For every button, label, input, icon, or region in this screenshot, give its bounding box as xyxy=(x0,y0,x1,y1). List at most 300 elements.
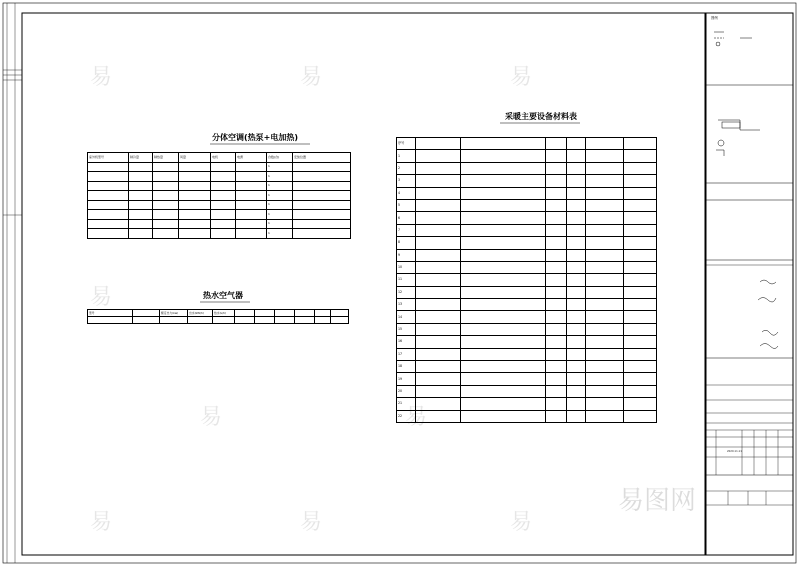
table-cell xyxy=(129,162,153,172)
table-cell xyxy=(153,229,179,239)
table-cell xyxy=(586,175,624,187)
table-cell xyxy=(567,237,586,249)
table-row xyxy=(397,274,657,286)
table-cell xyxy=(179,200,211,210)
table-cell xyxy=(416,299,461,311)
table-cell xyxy=(416,385,461,397)
table-cell xyxy=(275,317,295,324)
table-cell: 4 xyxy=(397,187,416,199)
table-cell xyxy=(416,348,461,360)
table-cell xyxy=(586,249,624,261)
table-cell xyxy=(546,410,567,422)
table-cell xyxy=(546,385,567,397)
table-cell xyxy=(567,162,586,174)
table-cell: 台数(台) xyxy=(267,153,293,163)
table-cell: 1 xyxy=(267,172,293,182)
table-row xyxy=(88,172,351,182)
table-cell xyxy=(129,229,153,239)
table-cell xyxy=(567,385,586,397)
table-cell: 16 xyxy=(397,336,416,348)
table-cell xyxy=(416,212,461,224)
table-cell xyxy=(129,181,153,191)
table-cell: 电源 xyxy=(236,153,267,163)
table-cell xyxy=(624,199,657,211)
table-cell: 出水(kW/h) xyxy=(188,310,213,317)
table-cell xyxy=(129,191,153,201)
table-cell xyxy=(586,162,624,174)
table-row xyxy=(397,150,657,162)
table-cell xyxy=(586,323,624,335)
table-cell xyxy=(153,210,179,220)
table-cell xyxy=(624,138,657,150)
table-cell xyxy=(88,229,129,239)
table-cell xyxy=(153,200,179,210)
table-cell xyxy=(179,181,211,191)
table-cell: 8 xyxy=(397,237,416,249)
table-row xyxy=(88,317,349,324)
table-cell xyxy=(179,219,211,229)
table-cell xyxy=(461,150,546,162)
table-cell xyxy=(586,187,624,199)
table-cell xyxy=(461,224,546,236)
table-cell xyxy=(567,373,586,385)
table-cell xyxy=(461,138,546,150)
table-cell xyxy=(416,361,461,373)
watermark-brand: 易图网 xyxy=(618,486,697,516)
table-cell xyxy=(586,261,624,273)
table-cell xyxy=(88,210,129,220)
table-row xyxy=(397,361,657,373)
table-cell xyxy=(567,336,586,348)
table-row xyxy=(397,286,657,298)
table-cell xyxy=(624,348,657,360)
revision-date: 2020.11.11 xyxy=(727,450,742,453)
table-cell xyxy=(461,175,546,187)
table-cell: 10 xyxy=(397,261,416,273)
legend-title: 图例 xyxy=(711,16,718,20)
table-cell xyxy=(416,237,461,249)
table-cell xyxy=(624,187,657,199)
table-cell xyxy=(567,398,586,410)
table-cell xyxy=(213,317,235,324)
table-cell xyxy=(416,274,461,286)
table-cell xyxy=(211,172,236,182)
table-cell xyxy=(624,311,657,323)
table-cell xyxy=(624,274,657,286)
table-row xyxy=(397,175,657,187)
table-cell xyxy=(179,191,211,201)
table-cell xyxy=(461,323,546,335)
table-cell xyxy=(416,311,461,323)
table-cell xyxy=(586,373,624,385)
table-cell xyxy=(416,323,461,335)
table-cell: 1 xyxy=(267,210,293,220)
table-cell xyxy=(586,237,624,249)
table-cell xyxy=(153,191,179,201)
table-cell xyxy=(461,286,546,298)
table-row xyxy=(397,373,657,385)
table-cell xyxy=(293,219,351,229)
table-cell xyxy=(567,175,586,187)
table-cell: 风量 xyxy=(179,153,211,163)
table-cell xyxy=(624,410,657,422)
table-row xyxy=(397,162,657,174)
table-cell xyxy=(331,317,349,324)
table-cell: 室外机型号 xyxy=(88,153,129,163)
table-cell xyxy=(255,317,275,324)
table-cell xyxy=(624,373,657,385)
table-cell xyxy=(586,224,624,236)
table-cell xyxy=(586,348,624,360)
table-cell xyxy=(567,286,586,298)
table-cell xyxy=(461,274,546,286)
table-cell xyxy=(624,150,657,162)
table-cell xyxy=(546,212,567,224)
table-cell: 17 xyxy=(397,348,416,360)
table-cell xyxy=(586,336,624,348)
table-cell xyxy=(293,181,351,191)
table-cell: 1 xyxy=(267,191,293,201)
hot-water-table xyxy=(87,309,349,324)
table-cell xyxy=(624,286,657,298)
table-cell xyxy=(129,172,153,182)
table-cell xyxy=(586,361,624,373)
table-cell xyxy=(624,162,657,174)
table-cell: 6 xyxy=(397,212,416,224)
table-cell xyxy=(236,181,267,191)
table-cell xyxy=(295,317,315,324)
table-cell xyxy=(236,162,267,172)
table-cell xyxy=(88,162,129,172)
table-cell xyxy=(416,410,461,422)
table-cell xyxy=(461,261,546,273)
table-cell xyxy=(416,261,461,273)
table-cell xyxy=(546,237,567,249)
table-cell xyxy=(416,398,461,410)
table-row xyxy=(397,336,657,348)
table-cell xyxy=(546,261,567,273)
table-cell: 12 xyxy=(397,286,416,298)
table-row xyxy=(88,310,349,317)
table-cell xyxy=(179,162,211,172)
table-row xyxy=(397,187,657,199)
table-cell xyxy=(416,150,461,162)
table-cell xyxy=(567,150,586,162)
table-cell xyxy=(461,237,546,249)
table-cell xyxy=(211,181,236,191)
table-row xyxy=(88,162,351,172)
table-cell xyxy=(567,323,586,335)
ac-title-underline xyxy=(210,143,310,145)
table-cell xyxy=(293,229,351,239)
table-cell: 电机 xyxy=(211,153,236,163)
table-cell xyxy=(416,187,461,199)
table-cell xyxy=(567,249,586,261)
table-cell: 20 xyxy=(397,385,416,397)
table-cell xyxy=(416,286,461,298)
ac-table xyxy=(87,152,351,239)
watermark-glyph: 易 xyxy=(90,65,113,90)
table-cell xyxy=(153,172,179,182)
table-cell xyxy=(567,187,586,199)
table-cell xyxy=(416,138,461,150)
table-cell xyxy=(416,249,461,261)
table-cell xyxy=(586,274,624,286)
table-cell xyxy=(546,361,567,373)
table-cell xyxy=(546,249,567,261)
hot-water-title-underline xyxy=(200,301,250,303)
table-cell xyxy=(275,310,295,317)
table-cell xyxy=(211,210,236,220)
table-cell xyxy=(546,224,567,236)
table-cell xyxy=(416,162,461,174)
table-row xyxy=(397,224,657,236)
table-cell xyxy=(461,348,546,360)
table-row xyxy=(397,212,657,224)
table-cell xyxy=(586,212,624,224)
watermark-glyph: 易 xyxy=(300,65,323,90)
table-cell xyxy=(461,385,546,397)
watermark-glyph: 易 xyxy=(510,510,533,535)
table-row xyxy=(397,323,657,335)
table-cell xyxy=(546,398,567,410)
table-cell xyxy=(293,162,351,172)
table-cell xyxy=(88,200,129,210)
table-cell xyxy=(567,199,586,211)
table-cell xyxy=(293,172,351,182)
table-cell xyxy=(586,138,624,150)
table-cell xyxy=(461,187,546,199)
table-cell xyxy=(546,336,567,348)
table-cell xyxy=(236,172,267,182)
table-cell xyxy=(88,219,129,229)
table-cell xyxy=(461,311,546,323)
table-cell: 11 xyxy=(397,274,416,286)
table-cell xyxy=(461,299,546,311)
table-cell: 7 xyxy=(397,224,416,236)
table-cell: 1 xyxy=(267,200,293,210)
table-cell xyxy=(461,361,546,373)
table-cell xyxy=(624,249,657,261)
table-cell: 15 xyxy=(397,323,416,335)
table-cell xyxy=(586,299,624,311)
table-cell xyxy=(546,162,567,174)
table-cell xyxy=(179,210,211,220)
table-cell xyxy=(546,199,567,211)
table-cell xyxy=(546,373,567,385)
table-cell xyxy=(295,310,315,317)
table-cell xyxy=(153,181,179,191)
table-cell xyxy=(624,323,657,335)
table-cell xyxy=(133,310,160,317)
table-cell: 1 xyxy=(267,181,293,191)
table-cell xyxy=(567,311,586,323)
table-cell xyxy=(567,212,586,224)
table-row xyxy=(397,261,657,273)
table-cell xyxy=(315,310,331,317)
watermark-glyph: 易 xyxy=(200,405,223,430)
table-cell xyxy=(179,229,211,239)
table-row xyxy=(88,210,351,220)
table-cell: 5 xyxy=(397,199,416,211)
table-cell xyxy=(416,199,461,211)
table-cell: 9 xyxy=(397,249,416,261)
table-row xyxy=(397,311,657,323)
table-cell: 2 xyxy=(397,162,416,174)
table-cell: 1 xyxy=(267,162,293,172)
table-cell xyxy=(567,274,586,286)
table-cell xyxy=(567,361,586,373)
table-cell xyxy=(567,348,586,360)
table-cell xyxy=(88,191,129,201)
table-cell xyxy=(546,323,567,335)
table-row xyxy=(397,385,657,397)
table-cell: 制热量 xyxy=(153,153,179,163)
table-cell xyxy=(624,237,657,249)
table-cell: 21 xyxy=(397,398,416,410)
table-cell xyxy=(546,286,567,298)
table-cell xyxy=(586,150,624,162)
hot-water-table-title: 热水空气器 xyxy=(203,291,243,300)
table-cell xyxy=(461,162,546,174)
table-cell xyxy=(546,274,567,286)
table-row xyxy=(88,229,351,239)
table-cell xyxy=(255,310,275,317)
table-row xyxy=(88,200,351,210)
table-cell xyxy=(293,191,351,201)
ac-table-title: 分体空调(热泵+电加热) xyxy=(212,133,299,142)
table-row xyxy=(397,398,657,410)
table-cell xyxy=(236,191,267,201)
table-cell xyxy=(179,172,211,182)
table-cell xyxy=(546,299,567,311)
table-row xyxy=(397,237,657,249)
table-cell xyxy=(461,336,546,348)
table-row xyxy=(397,199,657,211)
table-cell: 安装位置 xyxy=(293,153,351,163)
table-cell: 1 xyxy=(397,150,416,162)
table-cell xyxy=(624,299,657,311)
table-cell xyxy=(586,385,624,397)
table-cell xyxy=(624,385,657,397)
table-cell xyxy=(546,175,567,187)
table-row xyxy=(88,153,351,163)
table-cell xyxy=(211,191,236,201)
table-cell: 额定出力(kw) xyxy=(160,310,188,317)
watermark-glyph: 易 xyxy=(405,405,428,430)
table-cell xyxy=(461,212,546,224)
table-cell xyxy=(567,138,586,150)
table-cell xyxy=(133,317,160,324)
watermark-glyph: 易 xyxy=(300,510,323,535)
table-cell xyxy=(88,317,133,324)
table-cell xyxy=(416,373,461,385)
table-cell xyxy=(624,175,657,187)
table-cell xyxy=(129,210,153,220)
table-row xyxy=(397,410,657,422)
table-row xyxy=(397,348,657,360)
material-table-title: 采暖主要设备材料表 xyxy=(505,112,577,121)
table-cell xyxy=(416,224,461,236)
table-cell xyxy=(153,162,179,172)
table-cell xyxy=(235,310,255,317)
table-cell xyxy=(315,317,331,324)
table-cell: 13 xyxy=(397,299,416,311)
table-cell: 1 xyxy=(267,219,293,229)
table-cell xyxy=(586,199,624,211)
table-cell xyxy=(188,317,213,324)
watermark-glyph: 易 xyxy=(90,510,113,535)
table-row xyxy=(397,138,657,150)
table-cell xyxy=(88,181,129,191)
table-cell xyxy=(461,410,546,422)
table-cell xyxy=(236,229,267,239)
table-cell xyxy=(546,348,567,360)
table-row xyxy=(88,181,351,191)
table-cell xyxy=(546,150,567,162)
table-cell xyxy=(160,317,188,324)
table-cell xyxy=(624,336,657,348)
table-cell xyxy=(129,200,153,210)
table-cell xyxy=(153,219,179,229)
table-cell xyxy=(586,286,624,298)
table-cell xyxy=(586,398,624,410)
table-cell xyxy=(546,187,567,199)
table-row xyxy=(397,299,657,311)
watermark-glyph: 易 xyxy=(90,285,113,310)
table-cell: 型号 xyxy=(88,310,133,317)
table-cell: 18 xyxy=(397,361,416,373)
table-cell: 序号 xyxy=(397,138,416,150)
table-cell: 制冷量 xyxy=(129,153,153,163)
table-cell xyxy=(624,224,657,236)
table-cell xyxy=(461,373,546,385)
table-cell xyxy=(624,212,657,224)
table-cell: 热水(L/h) xyxy=(213,310,235,317)
table-cell: 1 xyxy=(267,229,293,239)
table-cell xyxy=(461,199,546,211)
table-cell xyxy=(567,299,586,311)
table-cell xyxy=(88,172,129,182)
material-title-underline xyxy=(500,122,580,124)
table-cell xyxy=(235,317,255,324)
table-cell xyxy=(461,398,546,410)
table-cell xyxy=(293,200,351,210)
watermark-glyph: 易 xyxy=(510,65,533,90)
table-cell: 22 xyxy=(397,410,416,422)
table-row xyxy=(88,191,351,201)
table-cell xyxy=(586,311,624,323)
table-cell: 3 xyxy=(397,175,416,187)
table-row xyxy=(88,219,351,229)
table-cell xyxy=(293,210,351,220)
material-table xyxy=(396,137,657,423)
table-cell xyxy=(416,336,461,348)
table-cell xyxy=(624,261,657,273)
table-cell: 19 xyxy=(397,373,416,385)
table-cell xyxy=(236,200,267,210)
table-cell xyxy=(586,410,624,422)
table-cell xyxy=(461,249,546,261)
table-cell xyxy=(211,229,236,239)
table-cell xyxy=(236,219,267,229)
table-cell xyxy=(546,311,567,323)
table-cell xyxy=(416,175,461,187)
table-cell: 14 xyxy=(397,311,416,323)
table-cell xyxy=(211,219,236,229)
table-cell xyxy=(546,138,567,150)
table-cell xyxy=(567,410,586,422)
